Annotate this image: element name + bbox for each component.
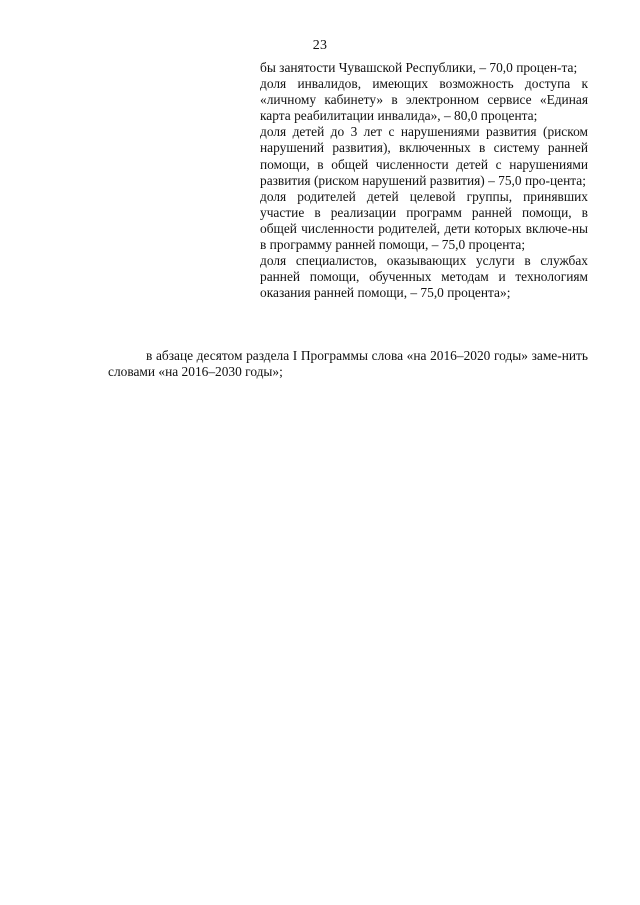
amendment-paragraph: в абзаце десятом раздела I Программы слова «на 2016–2020 годы» заме-нить словами «на 2016–2030 годы»;	[108, 348, 588, 380]
indicator-employment-fragment: бы занятости Чувашской Республики, – 70,0 процен-та;	[260, 60, 578, 75]
indicator-parents-participation: доля родителей детей целевой группы, принявших участие в реализации программ ранней помощи, в общей численности родителей, дети которых включе-ны в программу ранней помощи, – 75,0 процента;	[260, 188, 588, 253]
amendment-paragraph-block	[108, 348, 588, 380]
indicator-specialists-trained: доля специалистов, оказывающих услуги в службах ранней помощи, обученных методам и технологиям оказания ранней помощи, – 75,0 процента»;	[260, 253, 588, 301]
indicator-children-early-help: доля детей до 3 лет с нарушениями развития (риском нарушений развития), включенных в систему ранней помощи, в общей численности детей с нарушениями развития (риском нарушений развития) – 75,0 про-цента;	[260, 124, 588, 188]
indicator-disabled-personal-cabinet: доля инвалидов, имеющих возможность доступа к «личному кабинету» в электронном сервисе «Единая карта реабилитации инвалида», – 80,0 процента;	[260, 76, 588, 124]
quoted-indicators-block	[260, 60, 588, 301]
page-number: 23	[312, 38, 328, 53]
